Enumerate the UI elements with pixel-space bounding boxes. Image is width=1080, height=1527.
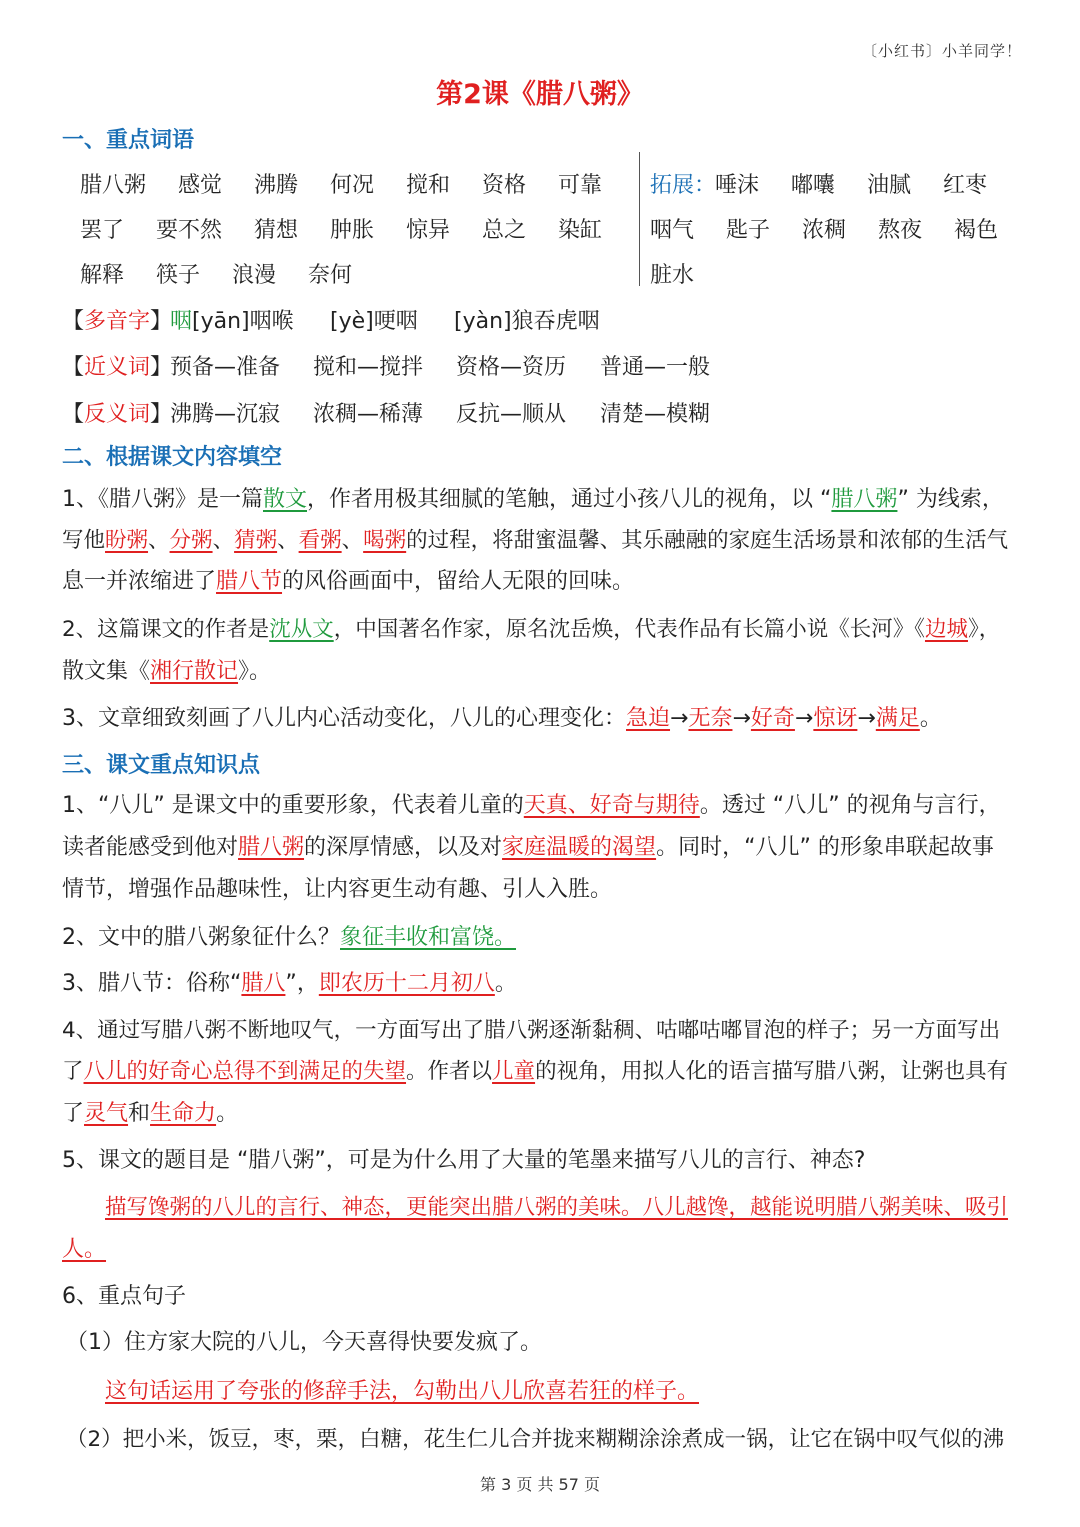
word: 浓稠 (802, 218, 847, 243)
answer: 腊八节 (216, 569, 283, 594)
answer: 无奈 (688, 706, 733, 731)
antonym-pair: 反抗—顺从 (456, 402, 567, 427)
answer: 边城 (924, 617, 968, 642)
word: 罢了 (80, 218, 125, 243)
word: 浪漫 (232, 263, 277, 288)
text: 、 (212, 528, 235, 553)
antonym-label: 反义词 (84, 402, 151, 427)
q1-line-1 (62, 485, 1004, 515)
answer: 腊八 (241, 971, 286, 996)
text: 的过程，将甜蜜温馨、其乐融融的家庭生活场景和浓郁的生活气 (406, 528, 1009, 553)
text: 读者能感受到他对 (62, 835, 239, 860)
word: 可靠 (558, 173, 603, 198)
k4-line-3 (62, 1099, 238, 1129)
q2-line-1 (62, 615, 1000, 645)
text: ”， (285, 971, 319, 996)
word: 匙子 (726, 218, 771, 243)
text: 散文集《 (62, 659, 151, 684)
q1-line-3 (62, 567, 634, 597)
word: 嘟囔 (791, 173, 836, 198)
word: 熬夜 (878, 218, 923, 243)
text: 了 (62, 1059, 84, 1084)
k1-line-1 (62, 791, 1001, 821)
text: 。 (494, 971, 517, 996)
synonym-label: 近义词 (84, 355, 151, 380)
arrow: → (670, 706, 689, 731)
extension-label: 拓展： (650, 173, 717, 198)
text: （1）住方家大院的八儿，今天喜得快要发疯了。 (66, 1330, 542, 1355)
text: 、 (341, 528, 364, 553)
word: 惊异 (406, 218, 451, 243)
answer: 这句话运用了夸张的修辞手法，勾勒出八儿欣喜若狂的样子。 (105, 1379, 700, 1404)
text: 写他 (62, 528, 106, 553)
text: 》， (967, 617, 1001, 642)
arrow: → (794, 706, 814, 731)
answer: 好奇 (750, 706, 795, 731)
word: 总之 (482, 218, 527, 243)
answer: 惊讶 (813, 706, 858, 731)
answer: 八儿的好奇心总得不到满足的失望 (83, 1059, 407, 1084)
answer: 散文 (263, 487, 308, 512)
word: 资格 (482, 173, 527, 198)
word: 要不然 (156, 218, 223, 243)
answer: 喝粥 (363, 528, 407, 553)
answer: 看粥 (298, 528, 342, 553)
antonym-tag: 【反义词】 (62, 402, 173, 427)
polyphone-reading: [yè]哽咽 (330, 309, 418, 334)
k5-answer-line-1 (105, 1193, 1008, 1223)
section-1-heading: 一、重点词语 (62, 128, 195, 153)
text: 。 (216, 1101, 239, 1126)
text: 3、腊八节：俗称“ (62, 971, 242, 996)
word: 脏水 (650, 263, 695, 288)
text: ” 为线索， (897, 487, 1004, 512)
antonym-pair: 清楚—模糊 (600, 402, 711, 427)
text: 3、文章细致刻画了八儿内心活动变化，八儿的心理变化： (62, 706, 626, 731)
answer: 天真、好奇与期待 (523, 793, 700, 818)
k6-heading (62, 1282, 186, 1312)
text: 息一并浓缩进了 (62, 569, 217, 594)
synonym-pair: 资格—资历 (456, 355, 567, 380)
text: 和 (128, 1101, 151, 1126)
answer: 生命力 (150, 1101, 217, 1126)
header-note: 〔小红书〕小羊同学！ (861, 42, 1022, 60)
polyphone-label: 多音字 (84, 309, 151, 334)
text: 2、这篇课文的作者是 (62, 617, 270, 642)
answer: 分粥 (169, 528, 213, 553)
text: 、 (148, 528, 170, 553)
answer: 象征丰收和富饶。 (340, 925, 517, 950)
page-title: 第2课《腊八粥》 (436, 79, 644, 110)
k5-answer-line-2 (62, 1235, 106, 1265)
k6-sentence-1-answer (105, 1377, 699, 1407)
polyphone-reading: [yān]咽喉 (192, 309, 294, 334)
arrow: → (732, 706, 751, 731)
polyphone-reading: [yàn]狼吞虎咽 (454, 309, 600, 334)
answer: 家庭温暖的渴望 (502, 835, 657, 860)
text: ，中国著名作家，原名沈岳焕，代表作品有长篇小说《长河》《 (333, 617, 925, 642)
word: 腊八粥 (80, 173, 147, 198)
answer: 湘行散记 (150, 659, 239, 684)
word: 染缸 (558, 218, 603, 243)
text: （2）把小米，饭豆，枣，栗，白糖，花生仁儿合并拢来糊糊涂涂煮成一锅，让它在锅中叹气似的沸 (66, 1427, 1005, 1452)
word: 红枣 (943, 173, 988, 198)
column-divider (639, 152, 640, 286)
text: 情节，增强作品趣味性，让内容更生动有趣、引人入胜。 (62, 877, 613, 902)
k5-question (62, 1146, 865, 1176)
answer: 满足 (875, 706, 920, 731)
answer: 人。 (62, 1237, 107, 1262)
text: 的视角，用拟人化的语言描写腊八粥，让粥也具有 (535, 1059, 1009, 1084)
k3-line (62, 969, 517, 999)
answer: 急迫 (626, 706, 671, 731)
text: 的深厚情感，以及对 (304, 835, 503, 860)
arrow: → (857, 706, 876, 731)
text: 。作者以 (406, 1059, 493, 1084)
k4-line-2 (62, 1057, 1008, 1087)
word: 沸腾 (254, 173, 299, 198)
word: 油腻 (867, 173, 912, 198)
word: 解释 (80, 263, 125, 288)
answer: 猜粥 (234, 528, 278, 553)
word: 肿胀 (330, 218, 375, 243)
word: 何况 (330, 173, 375, 198)
text: 了 (62, 1101, 85, 1126)
answer: 沈从文 (269, 617, 334, 642)
text: 1、“八儿” 是课文中的重要形象，代表着儿童的 (62, 793, 524, 818)
word: 唾沫 (715, 173, 760, 198)
synonym-pair: 预备—准备 (170, 355, 281, 380)
synonym-tag: 【近义词】 (62, 355, 173, 380)
k1-line-3 (62, 875, 612, 905)
word: 感觉 (178, 173, 223, 198)
word: 褐色 (954, 218, 999, 243)
q2-line-2 (62, 657, 271, 687)
k4-line-1 (62, 1016, 1000, 1046)
word: 猜想 (254, 218, 299, 243)
text: 。 (919, 706, 942, 731)
text: 2、文中的腊八粥象征什么？ (62, 925, 340, 950)
answer: 腊八粥 (831, 487, 898, 512)
text: 1、《腊八粥》是一篇 (62, 487, 263, 512)
q1-line-2 (62, 526, 1008, 556)
answer: 即农历十二月初八 (318, 971, 495, 996)
answer: 描写馋粥的八儿的言行、神态，更能突出腊八粥的美味。八儿越馋，越能说明腊八粥美味、吸引 (105, 1195, 1009, 1220)
answer: 腊八粥 (238, 835, 305, 860)
answer: 灵气 (84, 1101, 129, 1126)
k6-sentence-2 (66, 1425, 1004, 1455)
synonym-pair: 普通—一般 (600, 355, 711, 380)
word: 奈何 (308, 263, 353, 288)
text: 、 (277, 528, 299, 553)
polyphone-char: 咽 (170, 309, 193, 334)
word: 咽气 (650, 218, 695, 243)
q3-line (62, 704, 942, 734)
k2-line (62, 923, 516, 953)
section-3-heading: 三、课文重点知识点 (62, 753, 261, 778)
text: 》。 (238, 659, 272, 684)
synonym-pair: 搅和—搅拌 (313, 355, 424, 380)
k6-sentence-1 (66, 1328, 542, 1358)
text: 5、课文的题目是 “腊八粥”，可是为什么用了大量的笔墨来描写八儿的言行、神态? (62, 1148, 866, 1173)
word: 搅和 (406, 173, 451, 198)
antonym-pair: 浓稠—稀薄 (313, 402, 424, 427)
text: 6、重点句子 (62, 1284, 186, 1309)
page-footer: 第 3 页 共 57 页 (480, 1475, 600, 1494)
answer: 儿童 (492, 1059, 536, 1084)
text: 4、通过写腊八粥不断地叹气，一方面写出了腊八粥逐渐黏稠、咕嘟咕嘟冒泡的样子；另一方面写出 (62, 1018, 1001, 1043)
text: 。同时，“八儿” 的形象串联起故事 (656, 835, 994, 860)
text: 的风俗画面中，留给人无限的回味。 (282, 569, 635, 594)
answer: 盼粥 (105, 528, 149, 553)
section-2-heading: 二、根据课文内容填空 (62, 445, 283, 470)
k1-line-2 (62, 833, 994, 863)
antonym-pair: 沸腾—沉寂 (170, 402, 281, 427)
text: 。透过 “八儿” 的视角与言行， (699, 793, 1001, 818)
text: ，作者用极其细腻的笔触，通过小孩八儿的视角，以 “ (307, 487, 832, 512)
word: 筷子 (156, 263, 201, 288)
polyphone-tag: 【多音字】 (62, 309, 173, 334)
